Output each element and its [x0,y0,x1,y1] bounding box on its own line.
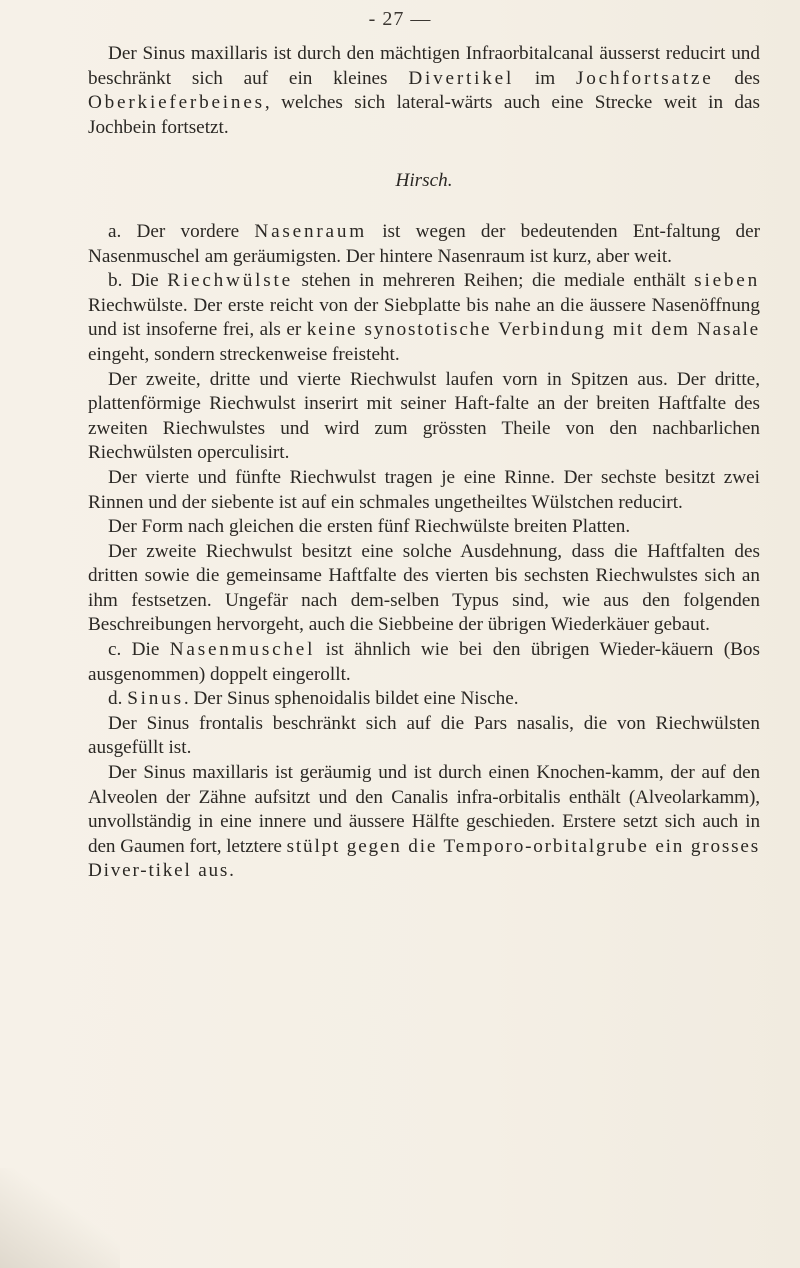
spaced-term-sinus: Sinus [127,688,184,710]
author-heading: Hirsch. [395,170,453,192]
page-number: - 27 — [368,8,432,30]
text-run: Der Sinus maxillaris ist durch den mächtigen Infraorbitalcanal äusserst reducirt und beschränkt sich auf ein kleines [88,43,760,89]
paragraph-b-fourth: Der Form nach gleichen die ersten fünf Riechwülste breiten Platten. [108,516,631,538]
spaced-term-sieben: sieben [694,270,760,292]
text-run: Der Sinus maxillaris ist geräumig und ist durch einen Knochen-kamm, der auf den Alveolen der Zähne aufsitzt und den Canalis infra-orbitalis enthält (Alveolarkamm), unvollständig in eine innere und äussere Hälfte geschieden. Erstere setzt sich auch in den Gaumen fort, letztere [88,762,760,857]
spaced-term-jochfortsatze: Jochfortsatze [576,67,714,89]
text-run: c. Die [108,639,170,661]
text-run: ist wegen der bedeutenden Ent-faltung der Nasenmuschel am geräumigsten. Der hintere Nasenraum ist kurz, aber weit. [88,220,760,267]
text-run: b. Die [108,270,168,292]
spaced-term-nasenraum: Nasenraum [254,220,367,242]
text-run: . [229,860,234,882]
spaced-term-nasenmuschel: Nasenmuschel [169,639,316,661]
text-run: . Der Sinus sphenoidalis bildet eine Nische. [183,688,519,710]
text-run: eingeht, sondern streckenweise freisteht. [88,343,400,365]
page-corner-shadow [0,1168,120,1268]
paragraph-b-third: Der vierte und fünfte Riechwulst tragen je eine Rinne. Der sechste besitzt zwei Rinnen und der siebente ist auf ein schmales ungetheiltes Wülstchen reducirt. [88,466,760,513]
spaced-term-riechwuelste: Riechwülste [167,270,293,292]
text-run: a. Der vordere [108,220,255,242]
paragraph-d-frontalis: Der Sinus frontalis beschränkt sich auf die Pars nasalis, die von Riechwülsten ausgefüllt ist. [88,712,760,759]
paragraph-b-riechwuelste [88,269,760,367]
paragraph-d-maxillaris [88,761,760,884]
text-run: des [713,67,761,89]
paragraph-a-nasenraum [88,220,760,269]
page-text [88,42,760,884]
spaced-term-divertikel: Divertikel [408,67,515,89]
spaced-phrase-synostotische-verbindung: keine synostotische Verbindung mit dem Nasale [306,319,761,341]
text-run: ist ähnlich wie bei den übrigen Wieder-käuern (Bos ausgenommen) doppelt eingerollt. [88,639,760,685]
spaced-term-oberkieferbeines: Oberkieferbeines [88,92,265,114]
paragraph-d-sinus [88,687,760,712]
paragraph-sinus-maxillaris-intro [88,42,760,140]
paragraph-b-fifth: Der zweite Riechwulst besitzt eine solche Ausdehnung, dass die Haftfalten des dritten sowie die gemeinsame Haftfalte des vierten bis sechsten Riechwulstes sich an ihm festsetzen. Ungefär nach dem-selben Typus sind, wie aus den folgenden Beschreibungen hervorgeht, auch die Siebbeine der übrigen Wiederkäuer gebaut. [88,540,760,636]
paragraph-c-nasenmuschel [88,638,760,687]
spaced-phrase-divertikel: stülpt gegen die Temporo-orbitalgrube ein grosses Diver-tikel aus [88,835,760,882]
text-run: , welches sich lateral-wärts auch eine Strecke weit in das Jochbein fortsetzt. [88,92,760,138]
text-run: Riechwülste. Der erste reicht von der Siebplatte bis nahe an die äussere Nasenöffnung und ist insoferne frei, als er [88,294,760,341]
paragraph-b-second: Der zweite, dritte und vierte Riechwulst laufen vorn in Spitzen aus. Der dritte, plattenförmige Riechwulst inserirt mit seiner Haft-falte an der breiten Haftfalte des zweiten Riechwulstes und wird zum grössten Theile von den nachbarlichen Riechwülsten operculisirt. [88,368,760,464]
text-run: im [514,67,576,89]
text-run: d. [108,688,128,710]
text-run: stehen in mehreren Reihen; die mediale enthält [292,270,695,292]
